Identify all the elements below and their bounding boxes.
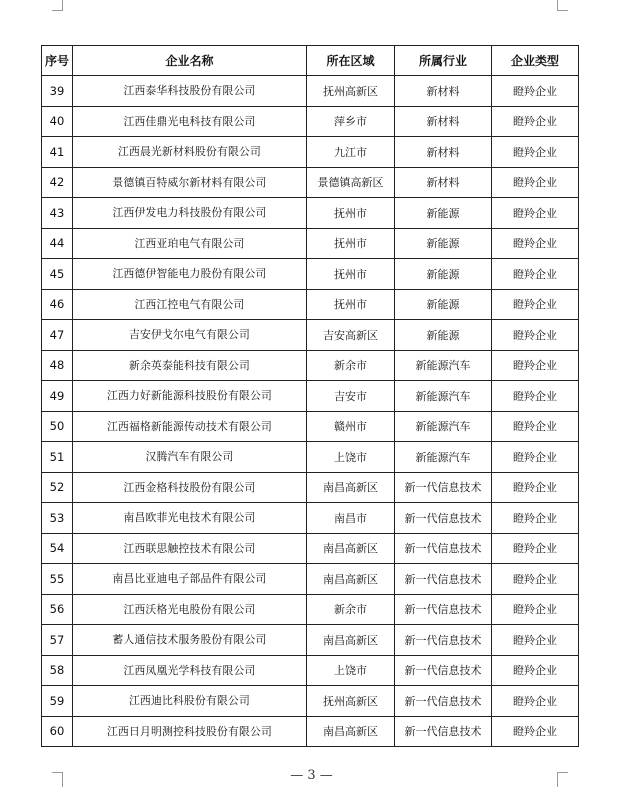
enterprise-table bbox=[41, 45, 579, 747]
cell-region: 吉安高新区 bbox=[307, 320, 395, 351]
cell-industry: 新能源 bbox=[395, 289, 492, 320]
cell-company-name: 蓄人通信技术服务股份有限公司 bbox=[73, 625, 307, 656]
cell-enterprise-type: 瞪羚企业 bbox=[492, 137, 579, 168]
cell-index: 60 bbox=[42, 716, 73, 747]
table-row bbox=[42, 716, 579, 747]
cell-enterprise-type: 瞪羚企业 bbox=[492, 289, 579, 320]
cell-enterprise-type: 瞪羚企业 bbox=[492, 381, 579, 412]
cell-industry: 新一代信息技术 bbox=[395, 533, 492, 564]
cell-region: 景德镇高新区 bbox=[307, 167, 395, 198]
table-row bbox=[42, 503, 579, 534]
cell-index: 52 bbox=[42, 472, 73, 503]
cell-industry: 新材料 bbox=[395, 167, 492, 198]
cell-industry: 新能源 bbox=[395, 228, 492, 259]
header-index: 序号 bbox=[42, 46, 73, 76]
cell-region: 抚州市 bbox=[307, 228, 395, 259]
cell-index: 54 bbox=[42, 533, 73, 564]
cell-index: 51 bbox=[42, 442, 73, 473]
cell-region: 赣州市 bbox=[307, 411, 395, 442]
cell-enterprise-type: 瞪羚企业 bbox=[492, 76, 579, 107]
cell-industry: 新一代信息技术 bbox=[395, 686, 492, 717]
cell-enterprise-type: 瞪羚企业 bbox=[492, 442, 579, 473]
cell-region: 上饶市 bbox=[307, 655, 395, 686]
cell-industry: 新材料 bbox=[395, 76, 492, 107]
table-row bbox=[42, 106, 579, 137]
cell-index: 43 bbox=[42, 198, 73, 229]
cell-company-name: 汉腾汽车有限公司 bbox=[73, 442, 307, 473]
cell-company-name: 江西联思触控技术有限公司 bbox=[73, 533, 307, 564]
cell-company-name: 新余英泰能科技有限公司 bbox=[73, 350, 307, 381]
cell-company-name: 江西江控电气有限公司 bbox=[73, 289, 307, 320]
cell-company-name: 江西凤凰光学科技有限公司 bbox=[73, 655, 307, 686]
cell-enterprise-type: 瞪羚企业 bbox=[492, 350, 579, 381]
cell-industry: 新能源汽车 bbox=[395, 411, 492, 442]
cell-index: 46 bbox=[42, 289, 73, 320]
cell-company-name: 南昌比亚迪电子部品件有限公司 bbox=[73, 564, 307, 595]
cell-region: 抚州高新区 bbox=[307, 76, 395, 107]
table-row bbox=[42, 472, 579, 503]
cell-industry: 新能源 bbox=[395, 259, 492, 290]
cell-region: 新余市 bbox=[307, 594, 395, 625]
cell-enterprise-type: 瞪羚企业 bbox=[492, 411, 579, 442]
table-row bbox=[42, 228, 579, 259]
table-row bbox=[42, 533, 579, 564]
table-row bbox=[42, 625, 579, 656]
cell-industry: 新一代信息技术 bbox=[395, 716, 492, 747]
cell-index: 45 bbox=[42, 259, 73, 290]
cell-region: 萍乡市 bbox=[307, 106, 395, 137]
table-row bbox=[42, 76, 579, 107]
cell-enterprise-type: 瞪羚企业 bbox=[492, 503, 579, 534]
cell-industry: 新一代信息技术 bbox=[395, 472, 492, 503]
cell-region: 新余市 bbox=[307, 350, 395, 381]
cell-company-name: 南昌欧菲光电技术有限公司 bbox=[73, 503, 307, 534]
header-industry: 所属行业 bbox=[395, 46, 492, 76]
cell-company-name: 江西沃格光电股份有限公司 bbox=[73, 594, 307, 625]
cell-region: 抚州市 bbox=[307, 198, 395, 229]
table-row bbox=[42, 655, 579, 686]
table-row bbox=[42, 442, 579, 473]
cell-index: 49 bbox=[42, 381, 73, 412]
cell-company-name: 景德镇百特威尔新材料有限公司 bbox=[73, 167, 307, 198]
cell-industry: 新能源 bbox=[395, 198, 492, 229]
header-enterprise-type: 企业类型 bbox=[492, 46, 579, 76]
crop-mark-top-left bbox=[52, 0, 63, 11]
cell-enterprise-type: 瞪羚企业 bbox=[492, 228, 579, 259]
table-row bbox=[42, 167, 579, 198]
cell-industry: 新一代信息技术 bbox=[395, 594, 492, 625]
cell-industry: 新一代信息技术 bbox=[395, 564, 492, 595]
cell-enterprise-type: 瞪羚企业 bbox=[492, 320, 579, 351]
table-row bbox=[42, 289, 579, 320]
cell-company-name: 江西晨光新材料股份有限公司 bbox=[73, 137, 307, 168]
table-body bbox=[42, 76, 579, 747]
cell-region: 南昌高新区 bbox=[307, 625, 395, 656]
cell-company-name: 江西伊发电力科技股份有限公司 bbox=[73, 198, 307, 229]
cell-region: 南昌高新区 bbox=[307, 716, 395, 747]
cell-enterprise-type: 瞪羚企业 bbox=[492, 472, 579, 503]
table-row bbox=[42, 564, 579, 595]
header-region: 所在区域 bbox=[307, 46, 395, 76]
cell-company-name: 吉安伊戈尔电气有限公司 bbox=[73, 320, 307, 351]
cell-region: 南昌高新区 bbox=[307, 564, 395, 595]
cell-company-name: 江西佳鼎光电科技有限公司 bbox=[73, 106, 307, 137]
cell-company-name: 江西德伊智能电力股份有限公司 bbox=[73, 259, 307, 290]
table-row bbox=[42, 381, 579, 412]
cell-industry: 新材料 bbox=[395, 137, 492, 168]
cell-enterprise-type: 瞪羚企业 bbox=[492, 259, 579, 290]
table-row bbox=[42, 137, 579, 168]
cell-industry: 新一代信息技术 bbox=[395, 625, 492, 656]
table-row bbox=[42, 320, 579, 351]
cell-index: 42 bbox=[42, 167, 73, 198]
cell-region: 抚州高新区 bbox=[307, 686, 395, 717]
cell-enterprise-type: 瞪羚企业 bbox=[492, 564, 579, 595]
cell-region: 南昌市 bbox=[307, 503, 395, 534]
cell-index: 39 bbox=[42, 76, 73, 107]
cell-index: 55 bbox=[42, 564, 73, 595]
table-row bbox=[42, 686, 579, 717]
table-row bbox=[42, 411, 579, 442]
cell-enterprise-type: 瞪羚企业 bbox=[492, 655, 579, 686]
cell-index: 59 bbox=[42, 686, 73, 717]
cell-region: 南昌高新区 bbox=[307, 472, 395, 503]
table-header-row bbox=[42, 46, 579, 76]
cell-industry: 新能源汽车 bbox=[395, 442, 492, 473]
cell-enterprise-type: 瞪羚企业 bbox=[492, 106, 579, 137]
cell-region: 南昌高新区 bbox=[307, 533, 395, 564]
cell-industry: 新材料 bbox=[395, 106, 492, 137]
table-row bbox=[42, 350, 579, 381]
cell-industry: 新能源汽车 bbox=[395, 350, 492, 381]
cell-region: 上饶市 bbox=[307, 442, 395, 473]
cell-index: 48 bbox=[42, 350, 73, 381]
cell-company-name: 江西金格科技股份有限公司 bbox=[73, 472, 307, 503]
cell-company-name: 江西福格新能源传动技术有限公司 bbox=[73, 411, 307, 442]
header-company-name: 企业名称 bbox=[73, 46, 307, 76]
cell-company-name: 江西泰华科技股份有限公司 bbox=[73, 76, 307, 107]
cell-company-name: 江西迪比科股份有限公司 bbox=[73, 686, 307, 717]
cell-index: 53 bbox=[42, 503, 73, 534]
cell-industry: 新一代信息技术 bbox=[395, 503, 492, 534]
cell-index: 57 bbox=[42, 625, 73, 656]
cell-enterprise-type: 瞪羚企业 bbox=[492, 167, 579, 198]
cell-region: 九江市 bbox=[307, 137, 395, 168]
cell-index: 44 bbox=[42, 228, 73, 259]
cell-region: 抚州市 bbox=[307, 259, 395, 290]
cell-region: 抚州市 bbox=[307, 289, 395, 320]
table-row bbox=[42, 594, 579, 625]
cell-enterprise-type: 瞪羚企业 bbox=[492, 594, 579, 625]
cell-enterprise-type: 瞪羚企业 bbox=[492, 686, 579, 717]
cell-company-name: 江西力好新能源科技股份有限公司 bbox=[73, 381, 307, 412]
cell-index: 56 bbox=[42, 594, 73, 625]
cell-enterprise-type: 瞪羚企业 bbox=[492, 198, 579, 229]
cell-company-name: 江西日月明测控科技股份有限公司 bbox=[73, 716, 307, 747]
cell-index: 41 bbox=[42, 137, 73, 168]
cell-enterprise-type: 瞪羚企业 bbox=[492, 533, 579, 564]
cell-index: 47 bbox=[42, 320, 73, 351]
table-row bbox=[42, 198, 579, 229]
cell-industry: 新一代信息技术 bbox=[395, 655, 492, 686]
cell-industry: 新能源汽车 bbox=[395, 381, 492, 412]
page-number: — 3 — bbox=[290, 768, 333, 783]
cell-index: 40 bbox=[42, 106, 73, 137]
cell-index: 58 bbox=[42, 655, 73, 686]
cell-industry: 新能源 bbox=[395, 320, 492, 351]
cell-region: 吉安市 bbox=[307, 381, 395, 412]
crop-mark-top-right bbox=[557, 0, 568, 11]
cell-index: 50 bbox=[42, 411, 73, 442]
table-row bbox=[42, 259, 579, 290]
cell-enterprise-type: 瞪羚企业 bbox=[492, 716, 579, 747]
cell-enterprise-type: 瞪羚企业 bbox=[492, 625, 579, 656]
cell-company-name: 江西亚珀电气有限公司 bbox=[73, 228, 307, 259]
